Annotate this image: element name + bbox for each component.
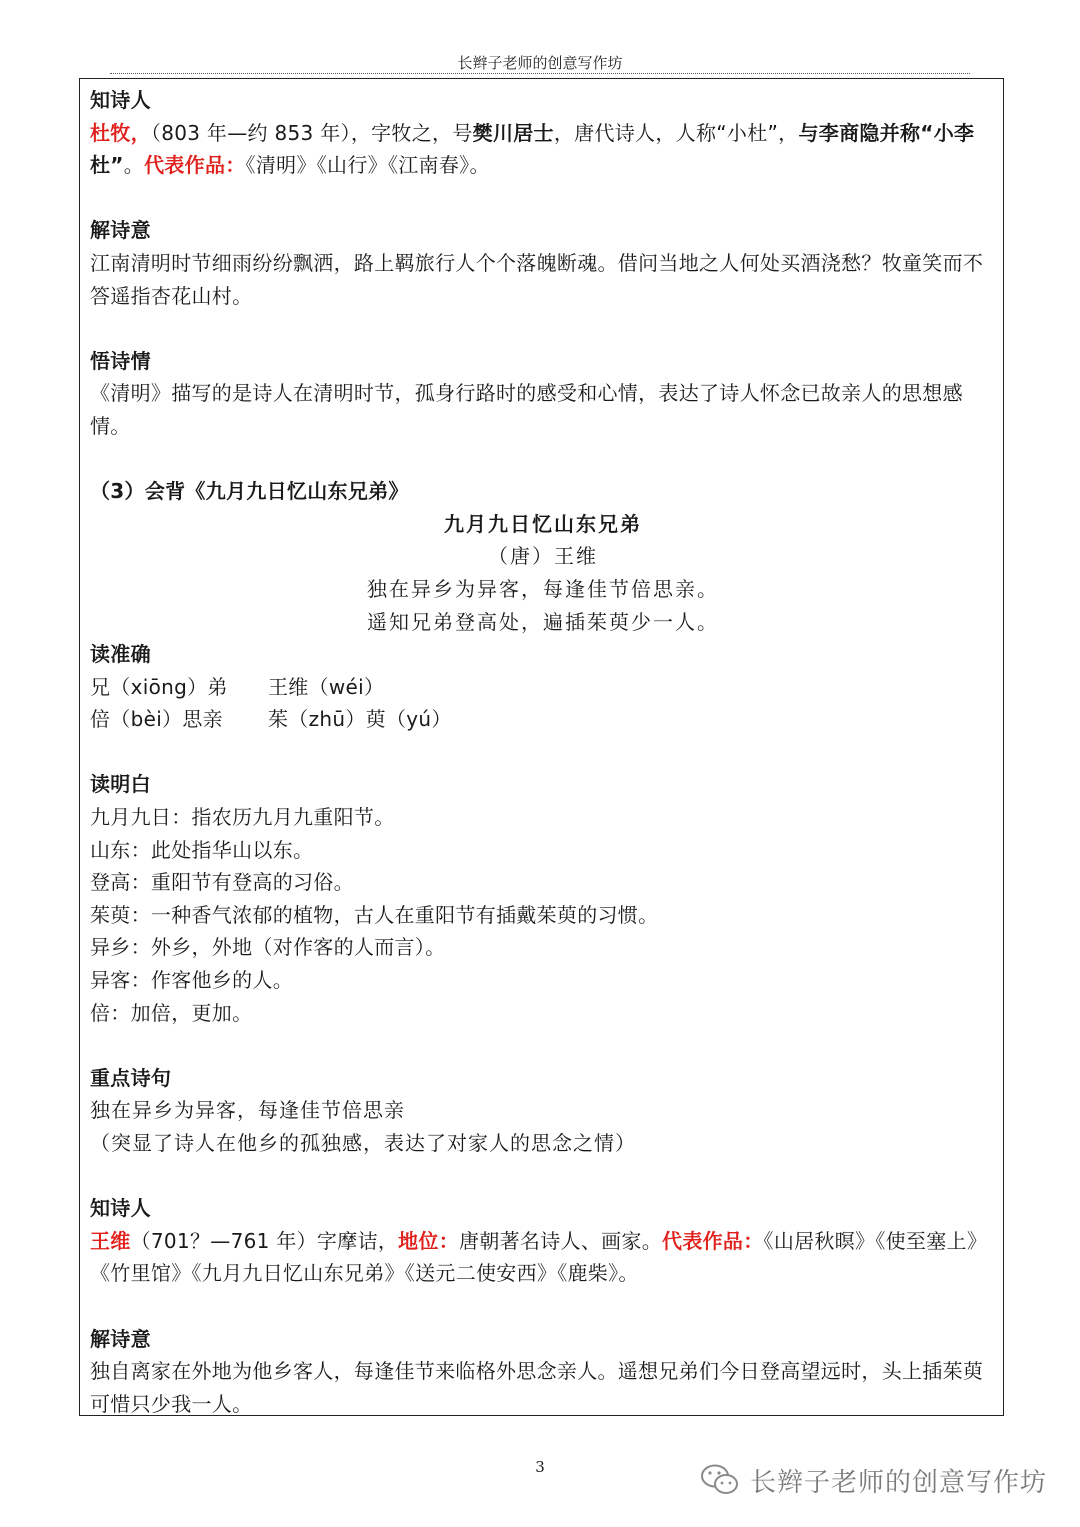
works-list: 《清明》《山行》《江南春》。 [245,153,490,178]
document-body [90,84,996,1420]
section-heading-poet-wangwei: 知诗人 [90,1196,151,1221]
poet-intro-wangwei [90,1225,996,1290]
section-heading-meaning: 解诗意 [90,218,151,243]
section-heading-key-lines: 重点诗句 [90,1065,172,1090]
poet-name: 杜牧， [90,120,151,145]
note-item: 山东：此处指华山以东。 [90,837,314,862]
poet-dates: （803 年—约 853 年），字牧之，号 [150,120,473,145]
pinyin-item: 兄（xiōng）弟 [90,674,228,699]
poet-nickname: ，唐代诗人，人称“小杜”， [553,120,799,145]
note-item: 倍：加倍，更加。 [90,1000,253,1025]
note-item: 茱萸：一种香气浓郁的植物，古人在重阳节有插戴茱萸的习惯。 [90,902,659,927]
key-line-note: （突显了诗人在他乡的孤独感，表达了对家人的思念之情） [90,1131,636,1155]
poet-fame: 与李商隐并称“小李杜” [90,120,975,178]
section-heading-poet-dumu: 知诗人 [90,88,151,112]
poem-title: 九月九日忆山东兄弟 [444,511,642,536]
poet-dates: （701？—761 年）字摩诘， [130,1228,399,1253]
works-label: 代表作品： [662,1228,764,1253]
section-heading-feeling: 悟诗情 [90,348,151,373]
task-heading: （3）会背《九月九日忆山东兄弟》 [90,479,409,504]
meaning-text: 江南清明时节细雨纷纷飘洒，路上羁旅行人个个落魄断魂。借问当地之人何处买酒浇愁？牧童笑而不答遥指杏花山村。 [90,250,984,308]
poem-line: 独在异乡为异客，每逢佳节倍思亲。 [367,576,719,601]
meaning-text-2: 独自离家在外地为他乡客人，每逢佳节来临格外思念亲人。遥想兄弟们今日登高望远时，头上插茱萸可惜只少我一人。 [90,1359,984,1416]
pinyin-item: 倍（bèi）思亲 [90,707,223,732]
punct: 。 [123,153,145,178]
key-line: 独在异乡为异客，每逢佳节倍思亲 [90,1098,405,1123]
pinyin-item: 茱（zhū）萸（yú） [268,707,452,732]
note-item: 登高：重阳节有登高的习俗。 [90,870,354,895]
status-text: 唐朝著名诗人、画家。 [459,1228,663,1253]
pinyin-row [90,703,996,736]
works-list: 《山居秋暝》《使至塞上》《竹里馆》《九月九日忆山东兄弟》《送元二使安西》《鹿柴》。 [90,1228,988,1286]
poet-intro-dumu [90,117,996,182]
section-heading-meaning-2: 解诗意 [90,1326,151,1351]
wechat-icon [700,1463,740,1497]
section-heading-notes: 读明白 [90,772,151,797]
note-item: 九月九日：指农历九月九重阳节。 [90,805,395,830]
page-number: 3 [535,1458,545,1476]
section-heading-pronunciation: 读准确 [90,642,151,667]
header-divider [110,73,970,74]
pinyin-item: 王维（wéi） [268,674,385,699]
works-label: 代表作品： [144,153,246,178]
note-item: 异乡：外乡，外地（对作客的人而言）。 [90,935,446,960]
note-item: 异客：作客他乡的人。 [90,968,293,993]
status-label: 地位： [398,1228,460,1253]
poem-line: 遥知兄弟登高处，遍插茱萸少一人。 [367,609,719,634]
wechat-watermark [700,1460,1047,1500]
pinyin-row [90,671,996,704]
watermark-text: 长辫子老师的创意写作坊 [750,1467,1048,1498]
feeling-text: 《清明》描写的是诗人在清明时节，孤身行路时的感受和心情，表达了诗人怀念已故亲人的思想感情。 [90,381,963,438]
poet-pseudonym: 樊川居士 [472,120,554,145]
page-header-title: 长辫子老师的创意写作坊 [457,54,623,72]
poem-author: （唐）王维 [488,544,598,569]
poet-name: 王维 [90,1228,131,1253]
